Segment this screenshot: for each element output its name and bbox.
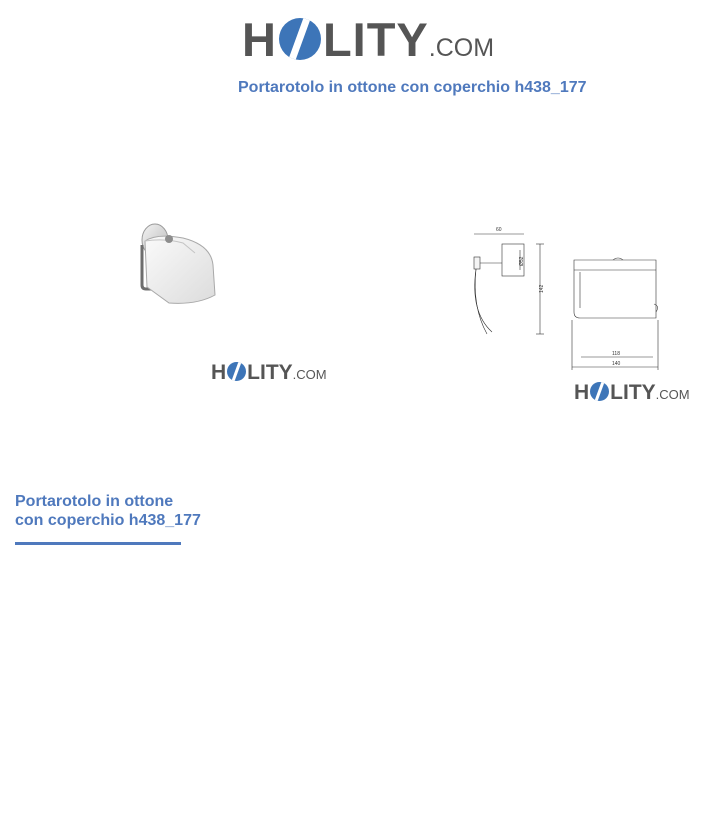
holity-logo[interactable]	[242, 12, 494, 67]
logo-suffix: .COM	[655, 387, 690, 402]
product-photo[interactable]	[125, 215, 225, 310]
dim-label-inner-width: 118	[612, 351, 620, 357]
caption-line-2: con coperchio h438_177	[15, 512, 201, 529]
holity-logo-watermark	[211, 360, 327, 385]
dim-label-outer-width: 140	[612, 361, 621, 367]
caption-underline	[15, 542, 181, 545]
page-title: Portarotolo in ottone con coperchio h438_177	[238, 79, 587, 96]
toilet-paper-holder-image	[125, 215, 225, 310]
logo-globe-icon	[590, 382, 609, 401]
logo-text-right: LITY	[247, 361, 293, 384]
dim-label-diameter: Ø52	[519, 256, 525, 266]
logo-text-right: LITY	[322, 13, 429, 66]
technical-drawing-image	[462, 222, 667, 372]
logo-globe-icon	[227, 362, 246, 381]
logo-text-left: H	[211, 361, 227, 384]
dim-label-top: 60	[496, 227, 502, 233]
caption-line-1: Portarotolo in ottone	[15, 493, 174, 510]
logo-suffix: .COM	[428, 34, 495, 62]
holity-logo-watermark	[574, 380, 690, 405]
logo-suffix: .COM	[292, 367, 327, 382]
dim-label-height: 142	[539, 284, 545, 293]
logo-text-right: LITY	[610, 381, 656, 404]
logo-text-left: H	[574, 381, 590, 404]
technical-drawing[interactable]	[462, 222, 667, 372]
logo-globe-icon	[279, 18, 321, 60]
product-caption[interactable]	[15, 492, 215, 530]
logo-text-left: H	[242, 13, 277, 66]
